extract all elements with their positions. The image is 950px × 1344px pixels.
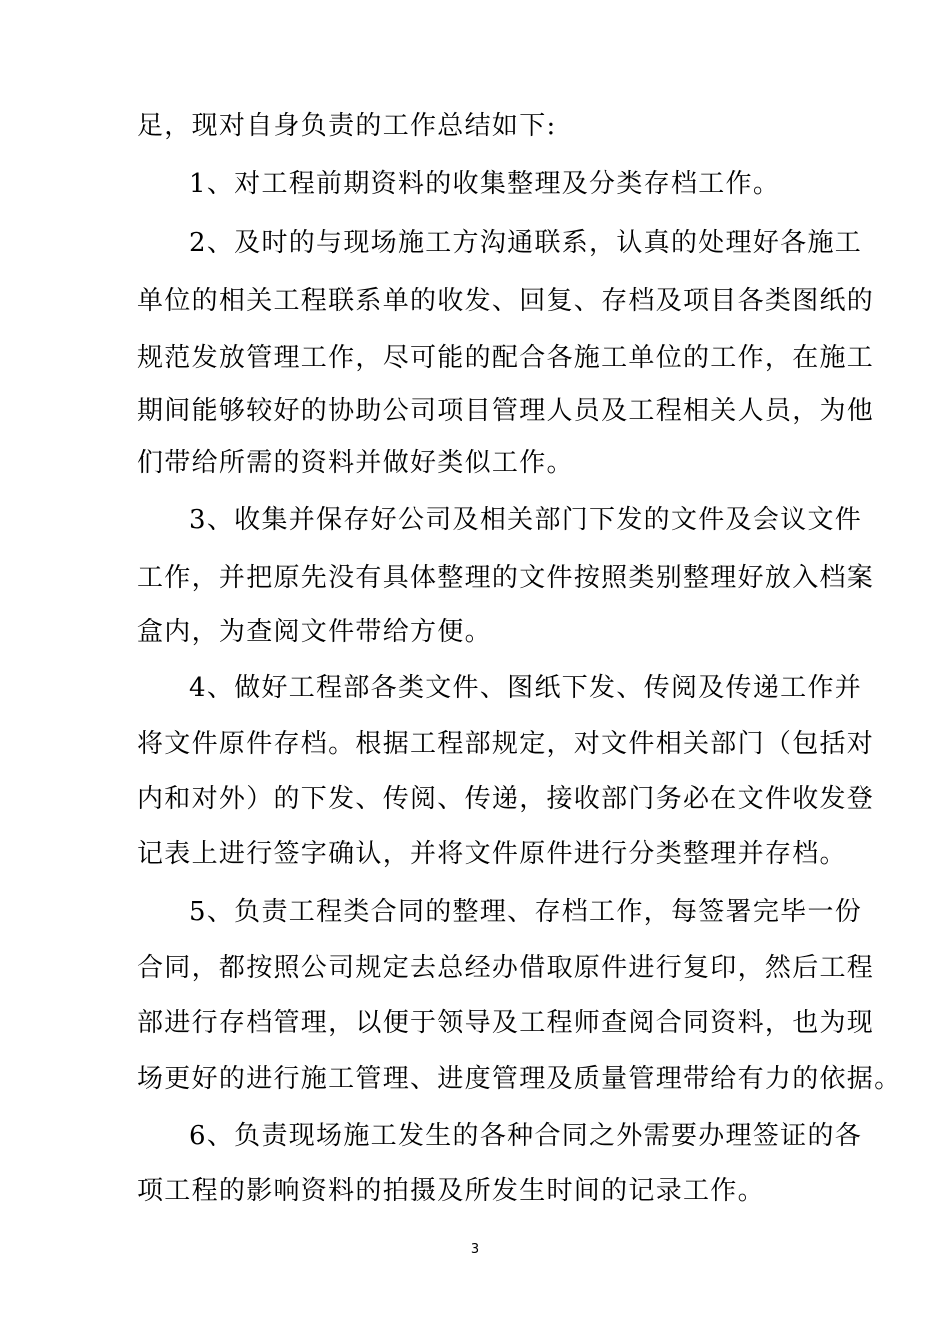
text-line: 们带给所需的资料并做好类似工作。 bbox=[137, 448, 574, 478]
text-line: 规范发放管理工作，尽可能的配合各施工单位的工作，在施工 bbox=[137, 343, 875, 373]
text-line: 将文件原件存档。根据工程部规定，对文件相关部门（包括对 bbox=[137, 729, 875, 759]
text-line: 盒内，为查阅文件带给方便。 bbox=[137, 617, 492, 647]
page-number: 3 bbox=[470, 1242, 480, 1257]
text-line: 1、对工程前期资料的收集整理及分类存档工作。 bbox=[189, 169, 781, 199]
text-line: 单位的相关工程联系单的收发、回复、存档及项目各类图纸的 bbox=[137, 286, 875, 316]
text-line: 内和对外）的下发、传阅、传递，接收部门务必在文件收发登 bbox=[137, 784, 875, 814]
text-line: 期间能够较好的协助公司项目管理人员及工程相关人员，为他 bbox=[137, 396, 875, 426]
text-line: 6、负责现场施工发生的各种合同之外需要办理签证的各 bbox=[189, 1121, 863, 1151]
text-line: 记表上进行签字确认，并将文件原件进行分类整理并存档。 bbox=[137, 839, 847, 869]
text-line: 场更好的进行施工管理、进度管理及质量管理带给有力的依据。 bbox=[137, 1064, 902, 1094]
text-line: 足，现对自身负责的工作总结如下: bbox=[137, 111, 557, 141]
text-line: 3、收集并保存好公司及相关部门下发的文件及会议文件 bbox=[189, 505, 863, 535]
text-line: 项工程的影响资料的拍摄及所发生时间的记录工作。 bbox=[137, 1176, 765, 1206]
text-line: 工作，并把原先没有具体整理的文件按照类别整理好放入档案 bbox=[137, 563, 875, 593]
text-line: 2、及时的与现场施工方沟通联系，认真的处理好各施工 bbox=[189, 228, 863, 258]
text-line: 合同，都按照公司规定去总经办借取原件进行复印，然后工程 bbox=[137, 953, 875, 983]
text-line: 4、做好工程部各类文件、图纸下发、传阅及传递工作并 bbox=[189, 673, 863, 703]
text-line: 部进行存档管理，以便于领导及工程师查阅合同资料，也为现 bbox=[137, 1008, 875, 1038]
text-line: 5、负责工程类合同的整理、存档工作，每签署完毕一份 bbox=[189, 897, 863, 927]
